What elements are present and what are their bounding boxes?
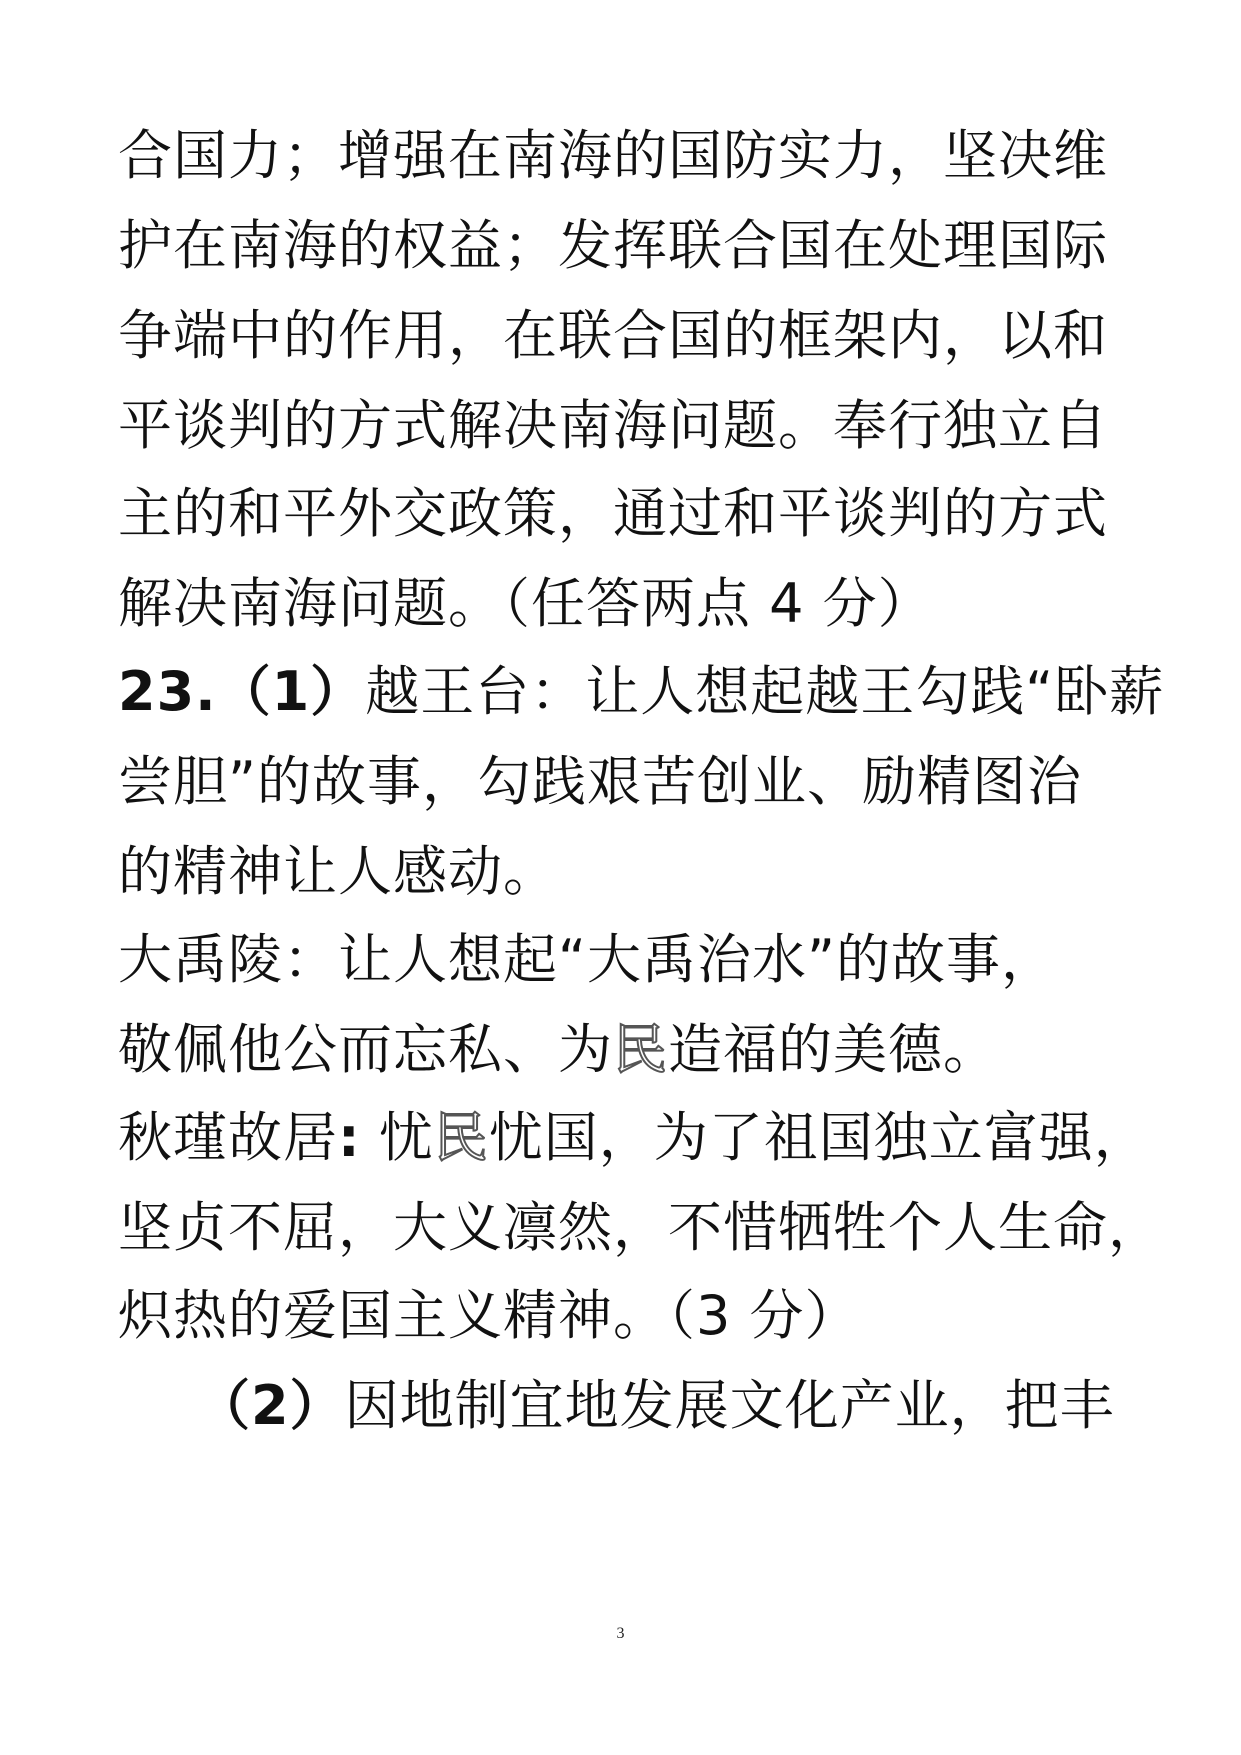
question-23-line-2: 尝胆”的故事，勾践艰苦创业、励精图治 (118, 750, 1082, 813)
question-23-line-3: 的精神让人感动。 (118, 840, 558, 903)
part-2-line: （2）因地制宜地发展文化产业，把丰 (196, 1374, 1115, 1437)
dayu-line-2: 敬佩他公而忘私、为民造福的美德。 (118, 1018, 998, 1081)
question-23-line-1: 23.（1）越王台：让人想起越王勾践“卧薪 (118, 660, 1165, 723)
page-number: 3 (616, 1625, 625, 1642)
text-line-3: 争端中的作用，在联合国的框架内，以和 (118, 304, 1108, 367)
question-number: 23. (118, 660, 217, 723)
text-line-2: 护在南海的权益；发挥联合国在处理国际 (118, 214, 1108, 277)
outlined-character: 民 (613, 1018, 668, 1081)
text-line-6: 解决南海问题。（任答两点 4 分） (118, 572, 933, 635)
part-2-label: （2） (196, 1374, 345, 1437)
outlined-character: 民 (433, 1106, 489, 1169)
qiujin-line-2: 坚贞不屈，大义凛然，不惜牺牲个人生命， (118, 1196, 1163, 1259)
text-line-4: 平谈判的方式解决南海问题。奉行独立自 (118, 394, 1108, 457)
part-1-label: （1） (216, 660, 366, 723)
text-line-5: 主的和平外交政策，通过和平谈判的方式 (118, 482, 1108, 545)
dayu-line-1: 大禹陵：让人想起“大禹治水”的故事， (118, 928, 1056, 991)
text-line-1: 合国力；增强在南海的国防实力，坚决维 (118, 124, 1108, 187)
qiujin-line-3: 炽热的爱国主义精神。（3 分） (118, 1284, 860, 1347)
qiujin-line-1: 秋瑾故居: 忧民忧国，为了祖国独立富强， (118, 1106, 1149, 1169)
